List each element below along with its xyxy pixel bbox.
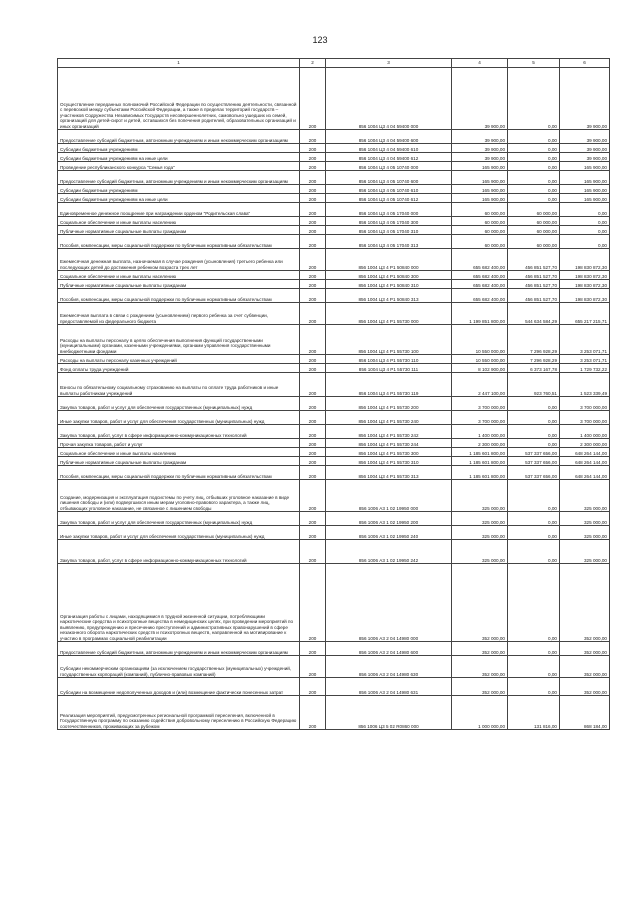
table-row xyxy=(58,564,610,642)
budget-code: 856 1004 Ц3 4 P1 50840 300 xyxy=(326,271,452,280)
ministry-code: 200 xyxy=(300,203,326,217)
budget-code: 856 1004 Ц3 4 P1 55730 110 xyxy=(326,355,452,364)
ministry-code: 200 xyxy=(300,397,326,411)
row-name: Пособия, компенсации, меры социальной поддержки по публичным нормативным обязательствам xyxy=(58,466,300,480)
amount-remaining: 1 523 339,49 xyxy=(560,373,610,397)
budget-code: 856 1006 А3 2 04 14980 630 xyxy=(326,656,452,678)
ministry-code: 200 xyxy=(300,303,326,325)
table-row xyxy=(58,411,610,425)
table-row xyxy=(58,457,610,466)
amount-planned: 655 682 400,00 xyxy=(452,271,508,280)
budget-code: 856 1006 А3 2 04 14980 000 xyxy=(326,564,452,642)
amount-planned: 39 900,00 xyxy=(452,68,508,130)
amount-planned: 1 185 601 800,00 xyxy=(452,466,508,480)
amount-executed: 537 337 656,00 xyxy=(508,457,560,466)
budget-code: 856 1004 Ц3 4 P1 55730 300 xyxy=(326,448,452,457)
row-name: Единовременное денежное поощрение при награждении орденом "Родительская слава" xyxy=(58,203,300,217)
row-name: Создание, модернизация и эксплуатация подсистемы по учету лиц, отбывших уголовное наказание в виде лишения свободы и (или) подвергшихся иным мерам уголовно-правового характера, а также лиц, отбывающих уголовное наказание, не связанное с лишением свободы xyxy=(58,480,300,512)
amount-remaining: 648 264 144,00 xyxy=(560,466,610,480)
amount-planned: 352 000,00 xyxy=(452,678,508,696)
amount-executed: 7 296 928,29 xyxy=(508,355,560,364)
budget-code: 856 1004 Ц3 4 P1 55730 242 xyxy=(326,425,452,439)
amount-remaining: 3 253 071,71 xyxy=(560,355,610,364)
row-name: Прочая закупка товаров, работ и услуг xyxy=(58,439,300,448)
table-row xyxy=(58,480,610,512)
amount-planned: 39 900,00 xyxy=(452,130,508,144)
amount-remaining: 165 900,00 xyxy=(560,185,610,194)
amount-executed: 0,00 xyxy=(508,642,560,656)
amount-executed: 0,00 xyxy=(508,656,560,678)
amount-executed: 923 760,51 xyxy=(508,373,560,397)
budget-code: 856 1006 А3 1 02 19950 000 xyxy=(326,480,452,512)
row-name: Закупка товаров, работ, услуг в сфере информационно-коммуникационных технологий xyxy=(58,425,300,439)
budget-code: 856 1004 Ц3 4 P1 50840 000 xyxy=(326,249,452,271)
amount-remaining: 325 000,00 xyxy=(560,512,610,526)
budget-code: 856 1004 Ц3 4 05 10740 612 xyxy=(326,194,452,203)
amount-planned: 165 900,00 xyxy=(452,171,508,185)
table-row xyxy=(58,325,610,355)
row-name: Публичные нормативные социальные выплаты гражданам xyxy=(58,457,300,466)
amount-remaining: 2 300 000,00 xyxy=(560,439,610,448)
amount-executed: 0,00 xyxy=(508,480,560,512)
table-row xyxy=(58,425,610,439)
ministry-code: 200 xyxy=(300,280,326,289)
table-row xyxy=(58,448,610,457)
row-name: Закупка товаров, работ и услуг для обеспечения государственных (муниципальных) нужд xyxy=(58,397,300,411)
ministry-code: 200 xyxy=(300,364,326,373)
amount-executed: 0,00 xyxy=(508,144,560,153)
ministry-code: 200 xyxy=(300,425,326,439)
amount-planned: 352 000,00 xyxy=(452,564,508,642)
amount-executed: 131 816,00 xyxy=(508,696,560,730)
ministry-code: 200 xyxy=(300,194,326,203)
table-row xyxy=(58,203,610,217)
amount-remaining: 352 000,00 xyxy=(560,564,610,642)
table-row xyxy=(58,540,610,564)
amount-remaining: 39 900,00 xyxy=(560,130,610,144)
row-name: Субсидии бюджетным учреждениям на иные цели xyxy=(58,153,300,162)
budget-code: 856 1006 А3 2 04 14980 600 xyxy=(326,642,452,656)
amount-remaining: 648 264 144,00 xyxy=(560,457,610,466)
row-name: Пособия, компенсации, меры социальной поддержки по публичным нормативным обязательствам xyxy=(58,289,300,303)
amount-executed: 0,00 xyxy=(508,68,560,130)
ministry-code: 200 xyxy=(300,696,326,730)
ministry-code: 200 xyxy=(300,411,326,425)
ministry-code: 200 xyxy=(300,325,326,355)
amount-planned: 1 185 601 800,00 xyxy=(452,457,508,466)
ministry-code: 200 xyxy=(300,448,326,457)
budget-code: 856 1004 Ц3 4 05 17040 313 xyxy=(326,235,452,249)
amount-planned: 1 400 000,00 xyxy=(452,425,508,439)
amount-executed: 0,00 xyxy=(508,162,560,171)
amount-executed: 0,00 xyxy=(508,425,560,439)
amount-executed: 456 851 527,70 xyxy=(508,271,560,280)
amount-remaining: 3 700 000,00 xyxy=(560,411,610,425)
amount-remaining: 1 400 000,00 xyxy=(560,425,610,439)
amount-executed: 0,00 xyxy=(508,540,560,564)
row-name: Субсидии некоммерческим организациям (за исключением государственных (муниципальных) учреждений, государственных корпораций (компаний), публично-правовых компаний) xyxy=(58,656,300,678)
table-row xyxy=(58,696,610,730)
amount-planned: 8 102 900,00 xyxy=(452,364,508,373)
ministry-code: 200 xyxy=(300,289,326,303)
table-row xyxy=(58,466,610,480)
amount-executed: 6 373 167,78 xyxy=(508,364,560,373)
amount-remaining: 165 900,00 xyxy=(560,194,610,203)
budget-code: 856 1006 А3 1 02 19950 200 xyxy=(326,512,452,526)
row-name: Взносы по обязательному социальному страхованию на выплаты по оплате труда работников и иные выплаты работникам учреждений xyxy=(58,373,300,397)
table-row xyxy=(58,656,610,678)
table-row xyxy=(58,678,610,696)
budget-code: 856 1004 Ц3 4 05 17040 310 xyxy=(326,226,452,235)
budget-code: 856 1004 Ц3 4 04 59400 000 xyxy=(326,68,452,130)
ministry-code: 200 xyxy=(300,373,326,397)
table-row xyxy=(58,144,610,153)
row-name: Предоставление субсидий бюджетным, автономным учреждениям и иным некоммерческим организациям xyxy=(58,642,300,656)
amount-executed: 7 296 928,29 xyxy=(508,325,560,355)
ministry-code: 200 xyxy=(300,185,326,194)
budget-code: 856 1004 Ц3 4 P1 55730 313 xyxy=(326,466,452,480)
header-cell: 6 xyxy=(560,59,610,68)
ministry-code: 200 xyxy=(300,249,326,271)
amount-planned: 60 000,00 xyxy=(452,235,508,249)
ministry-code: 200 xyxy=(300,235,326,249)
header-cell: 1 xyxy=(58,59,300,68)
row-name: Публичные нормативные социальные выплаты гражданам xyxy=(58,226,300,235)
amount-planned: 325 000,00 xyxy=(452,480,508,512)
table-row xyxy=(58,217,610,226)
amount-executed: 0,00 xyxy=(508,411,560,425)
row-name: Иные закупки товаров, работ и услуг для обеспечения государственных (муниципальных) нужд xyxy=(58,411,300,425)
amount-remaining: 0,00 xyxy=(560,203,610,217)
budget-code: 856 1006 А3 1 02 19950 240 xyxy=(326,526,452,540)
amount-planned: 1 185 601 800,00 xyxy=(452,448,508,457)
amount-remaining: 325 000,00 xyxy=(560,526,610,540)
row-name: Ежемесячная денежная выплата, назначаемая в случае рождения (усыновления) третьего ребенка или последующих детей до достижения ребенком возраста трех лет xyxy=(58,249,300,271)
ministry-code: 200 xyxy=(300,130,326,144)
table-body xyxy=(58,68,610,730)
page-number: 123 xyxy=(312,35,328,45)
row-name: Осуществление переданных полномочий Российской Федерации по осуществлению деятельности, связанной с перевозкой между субъектами Российской Федерации, а также в пределах территорий государств – участников Содружества Независимых Государств несовершеннолетних, самовольно ушедших из семей, организаций для детей-сирот и детей, оставшихся без попечения родителей, образовательных организаций и иных организаций xyxy=(58,68,300,130)
ministry-code: 200 xyxy=(300,512,326,526)
amount-remaining: 198 830 872,30 xyxy=(560,271,610,280)
header-cell: 2 xyxy=(300,59,326,68)
table-row xyxy=(58,439,610,448)
amount-remaining: 165 900,00 xyxy=(560,171,610,185)
amount-executed: 537 337 656,00 xyxy=(508,448,560,457)
ministry-code: 200 xyxy=(300,678,326,696)
amount-executed: 456 851 527,70 xyxy=(508,280,560,289)
ministry-code: 200 xyxy=(300,153,326,162)
budget-code: 856 1004 Ц3 4 P1 50840 310 xyxy=(326,280,452,289)
budget-code: 856 1004 Ц3 4 04 59400 612 xyxy=(326,153,452,162)
budget-code: 856 1004 Ц3 4 P1 55730 119 xyxy=(326,373,452,397)
amount-planned: 39 900,00 xyxy=(452,153,508,162)
budget-code: 856 1006 А3 1 02 19950 242 xyxy=(326,540,452,564)
table-row xyxy=(58,226,610,235)
ministry-code: 200 xyxy=(300,526,326,540)
amount-executed: 0,00 xyxy=(508,512,560,526)
row-name: Предоставление субсидий бюджетным, автономным учреждениям и иным некоммерческим организациям xyxy=(58,171,300,185)
amount-planned: 60 000,00 xyxy=(452,217,508,226)
amount-executed: 456 851 527,70 xyxy=(508,289,560,303)
budget-code: 856 1004 Ц3 4 05 10740 610 xyxy=(326,185,452,194)
budget-code: 856 1004 Ц3 4 P1 55730 244 xyxy=(326,439,452,448)
amount-planned: 3 700 000,00 xyxy=(452,397,508,411)
row-name: Расходы на выплаты персоналу казенных учреждений xyxy=(58,355,300,364)
budget-code: 856 1004 Ц3 4 P1 55730 111 xyxy=(326,364,452,373)
amount-remaining: 39 900,00 xyxy=(560,68,610,130)
amount-remaining: 165 900,00 xyxy=(560,162,610,171)
table-row xyxy=(58,280,610,289)
budget-code: 856 1004 Ц3 4 05 17040 300 xyxy=(326,217,452,226)
amount-remaining: 39 900,00 xyxy=(560,153,610,162)
row-name: Социальное обеспечение и иные выплаты населению xyxy=(58,217,300,226)
table-row xyxy=(58,303,610,325)
amount-executed: 60 000,00 xyxy=(508,226,560,235)
table-row xyxy=(58,171,610,185)
ministry-code: 200 xyxy=(300,540,326,564)
table-row xyxy=(58,512,610,526)
row-name: Субсидии бюджетным учреждениям xyxy=(58,185,300,194)
row-name: Ежемесячная выплата в связи с рождением (усыновлением) первого ребенка за счет субвенции, предоставляемой из федерального бюджета xyxy=(58,303,300,325)
amount-planned: 39 900,00 xyxy=(452,144,508,153)
row-name: Иные закупки товаров, работ и услуг для обеспечения государственных (муниципальных) нужд xyxy=(58,526,300,540)
budget-table xyxy=(57,58,610,730)
amount-remaining: 352 000,00 xyxy=(560,678,610,696)
amount-planned: 655 682 400,00 xyxy=(452,289,508,303)
budget-code: 856 1004 Ц3 4 P1 50840 313 xyxy=(326,289,452,303)
ministry-code: 200 xyxy=(300,355,326,364)
table-row xyxy=(58,364,610,373)
amount-executed: 60 000,00 xyxy=(508,217,560,226)
row-name: Фонд оплаты труда учреждений xyxy=(58,364,300,373)
amount-planned: 165 900,00 xyxy=(452,194,508,203)
amount-executed: 0,00 xyxy=(508,171,560,185)
ministry-code: 200 xyxy=(300,162,326,171)
ministry-code: 200 xyxy=(300,226,326,235)
ministry-code: 200 xyxy=(300,439,326,448)
amount-executed: 0,00 xyxy=(508,564,560,642)
budget-code: 856 1004 Ц3 4 04 59400 610 xyxy=(326,144,452,153)
amount-executed: 0,00 xyxy=(508,194,560,203)
amount-planned: 10 550 000,00 xyxy=(452,355,508,364)
row-name: Расходы на выплаты персоналу в целях обеспечения выполнения функций государственными (муниципальными) органами, казенными учреждениями, органами управления государственными внебюджетными фондами xyxy=(58,325,300,355)
ministry-code: 200 xyxy=(300,656,326,678)
row-name: Пособия, компенсации, меры социальной поддержки по публичным нормативным обязательствам xyxy=(58,235,300,249)
amount-planned: 325 000,00 xyxy=(452,512,508,526)
amount-remaining: 868 184,00 xyxy=(560,696,610,730)
amount-planned: 655 682 400,00 xyxy=(452,249,508,271)
amount-executed: 544 634 584,29 xyxy=(508,303,560,325)
amount-executed: 60 000,00 xyxy=(508,203,560,217)
row-name: Закупка товаров, работ и услуг для обеспечения государственных (муниципальных) нужд xyxy=(58,512,300,526)
amount-executed: 60 000,00 xyxy=(508,235,560,249)
amount-remaining: 352 000,00 xyxy=(560,642,610,656)
budget-code: 856 1006 А3 2 04 14980 631 xyxy=(326,678,452,696)
amount-remaining: 198 830 872,30 xyxy=(560,280,610,289)
amount-remaining: 655 217 215,71 xyxy=(560,303,610,325)
ministry-code: 200 xyxy=(300,144,326,153)
budget-code: 856 1004 Ц3 4 05 17040 000 xyxy=(326,203,452,217)
amount-remaining: 325 000,00 xyxy=(560,540,610,564)
amount-planned: 10 550 000,00 xyxy=(452,325,508,355)
header-cell: 3 xyxy=(326,59,452,68)
amount-remaining: 3 700 000,00 xyxy=(560,397,610,411)
amount-planned: 325 000,00 xyxy=(452,526,508,540)
amount-planned: 3 700 000,00 xyxy=(452,411,508,425)
ministry-code: 200 xyxy=(300,217,326,226)
table-row xyxy=(58,355,610,364)
amount-remaining: 0,00 xyxy=(560,217,610,226)
amount-executed: 0,00 xyxy=(508,185,560,194)
amount-remaining: 39 900,00 xyxy=(560,144,610,153)
budget-code: 856 1006 Ц3 5 02 R0860 000 xyxy=(326,696,452,730)
budget-code: 856 1004 Ц3 4 P1 55730 310 xyxy=(326,457,452,466)
table-row xyxy=(58,185,610,194)
header-cell: 5 xyxy=(508,59,560,68)
table-row xyxy=(58,153,610,162)
budget-code: 856 1004 Ц3 4 P1 55730 200 xyxy=(326,397,452,411)
header-row xyxy=(58,59,610,68)
row-name: Социальное обеспечение и иные выплаты населению xyxy=(58,448,300,457)
ministry-code: 200 xyxy=(300,480,326,512)
amount-planned: 1 000 000,00 xyxy=(452,696,508,730)
ministry-code: 200 xyxy=(300,171,326,185)
amount-executed: 0,00 xyxy=(508,397,560,411)
amount-planned: 60 000,00 xyxy=(452,226,508,235)
amount-remaining: 0,00 xyxy=(560,226,610,235)
table-row xyxy=(58,249,610,271)
row-name: Предоставление субсидий бюджетным, автономным учреждениям и иным некоммерческим организациям xyxy=(58,130,300,144)
row-name: Публичные нормативные социальные выплаты гражданам xyxy=(58,280,300,289)
row-name: Субсидии на возмещение недополученных доходов и (или) возмещение фактически понесенных затрат xyxy=(58,678,300,696)
table-row xyxy=(58,289,610,303)
ministry-code: 200 xyxy=(300,457,326,466)
row-name: Субсидии бюджетным учреждениям на иные цели xyxy=(58,194,300,203)
amount-planned: 165 900,00 xyxy=(452,185,508,194)
row-name: Закупка товаров, работ, услуг в сфере информационно-коммуникационных технологий xyxy=(58,540,300,564)
amount-executed: 0,00 xyxy=(508,153,560,162)
amount-planned: 60 000,00 xyxy=(452,203,508,217)
ministry-code: 200 xyxy=(300,466,326,480)
table-row xyxy=(58,373,610,397)
budget-code: 856 1004 Ц3 4 04 59400 600 xyxy=(326,130,452,144)
amount-remaining: 352 000,00 xyxy=(560,656,610,678)
amount-planned: 1 199 851 800,00 xyxy=(452,303,508,325)
table-row xyxy=(58,271,610,280)
amount-planned: 352 000,00 xyxy=(452,642,508,656)
amount-remaining: 3 253 071,71 xyxy=(560,325,610,355)
amount-planned: 352 000,00 xyxy=(452,656,508,678)
amount-executed: 537 337 656,00 xyxy=(508,466,560,480)
budget-code: 856 1004 Ц3 4 05 10740 000 xyxy=(326,162,452,171)
amount-remaining: 325 000,00 xyxy=(560,480,610,512)
budget-code: 856 1004 Ц3 4 P1 55730 000 xyxy=(326,303,452,325)
amount-remaining: 1 729 732,22 xyxy=(560,364,610,373)
row-name: Реализация мероприятий, предусмотренных региональной программой переселения, включенной в Государственную программу по оказанию содействия добровольному переселению в Российскую Федерацию соотечественников, проживающих за рубежом xyxy=(58,696,300,730)
amount-executed: 0,00 xyxy=(508,526,560,540)
amount-executed: 0,00 xyxy=(508,130,560,144)
row-name: Организация работы с лицами, находящимися в трудной жизненной ситуации, потребляющими наркотические средства и психотропные вещества в немедицинских целях, при проведении мероприятий по выявлению, предупреждению и пресечению преступлений и административных правонарушений в сфере незаконного оборота наркотических средств и психотропных веществ, направленной на мотивирование к участию в программах социальной реабилитации xyxy=(58,564,300,642)
budget-code: 856 1004 Ц3 4 P1 55730 240 xyxy=(326,411,452,425)
table-row xyxy=(58,162,610,171)
amount-planned: 2 447 100,00 xyxy=(452,373,508,397)
budget-code: 856 1004 Ц3 4 P1 55730 100 xyxy=(326,325,452,355)
budget-code: 856 1004 Ц3 4 05 10740 600 xyxy=(326,171,452,185)
amount-remaining: 198 830 872,30 xyxy=(560,249,610,271)
amount-planned: 325 000,00 xyxy=(452,540,508,564)
row-name: Субсидии бюджетным учреждениям xyxy=(58,144,300,153)
ministry-code: 200 xyxy=(300,68,326,130)
amount-remaining: 648 264 144,00 xyxy=(560,448,610,457)
table-row xyxy=(58,130,610,144)
ministry-code: 200 xyxy=(300,564,326,642)
table-row xyxy=(58,194,610,203)
ministry-code: 200 xyxy=(300,642,326,656)
amount-executed: 0,00 xyxy=(508,678,560,696)
amount-planned: 2 300 000,00 xyxy=(452,439,508,448)
table-row xyxy=(58,526,610,540)
amount-remaining: 198 830 872,30 xyxy=(560,289,610,303)
header-cell: 4 xyxy=(452,59,508,68)
amount-executed: 0,00 xyxy=(508,439,560,448)
amount-executed: 456 851 527,70 xyxy=(508,249,560,271)
row-name: Проведение республиканского конкурса "Семья года" xyxy=(58,162,300,171)
table-row xyxy=(58,397,610,411)
table-row xyxy=(58,68,610,130)
table-row xyxy=(58,235,610,249)
table-row xyxy=(58,642,610,656)
row-name: Социальное обеспечение и иные выплаты населению xyxy=(58,271,300,280)
ministry-code: 200 xyxy=(300,271,326,280)
amount-remaining: 0,00 xyxy=(560,235,610,249)
amount-planned: 655 682 400,00 xyxy=(452,280,508,289)
amount-planned: 165 900,00 xyxy=(452,162,508,171)
